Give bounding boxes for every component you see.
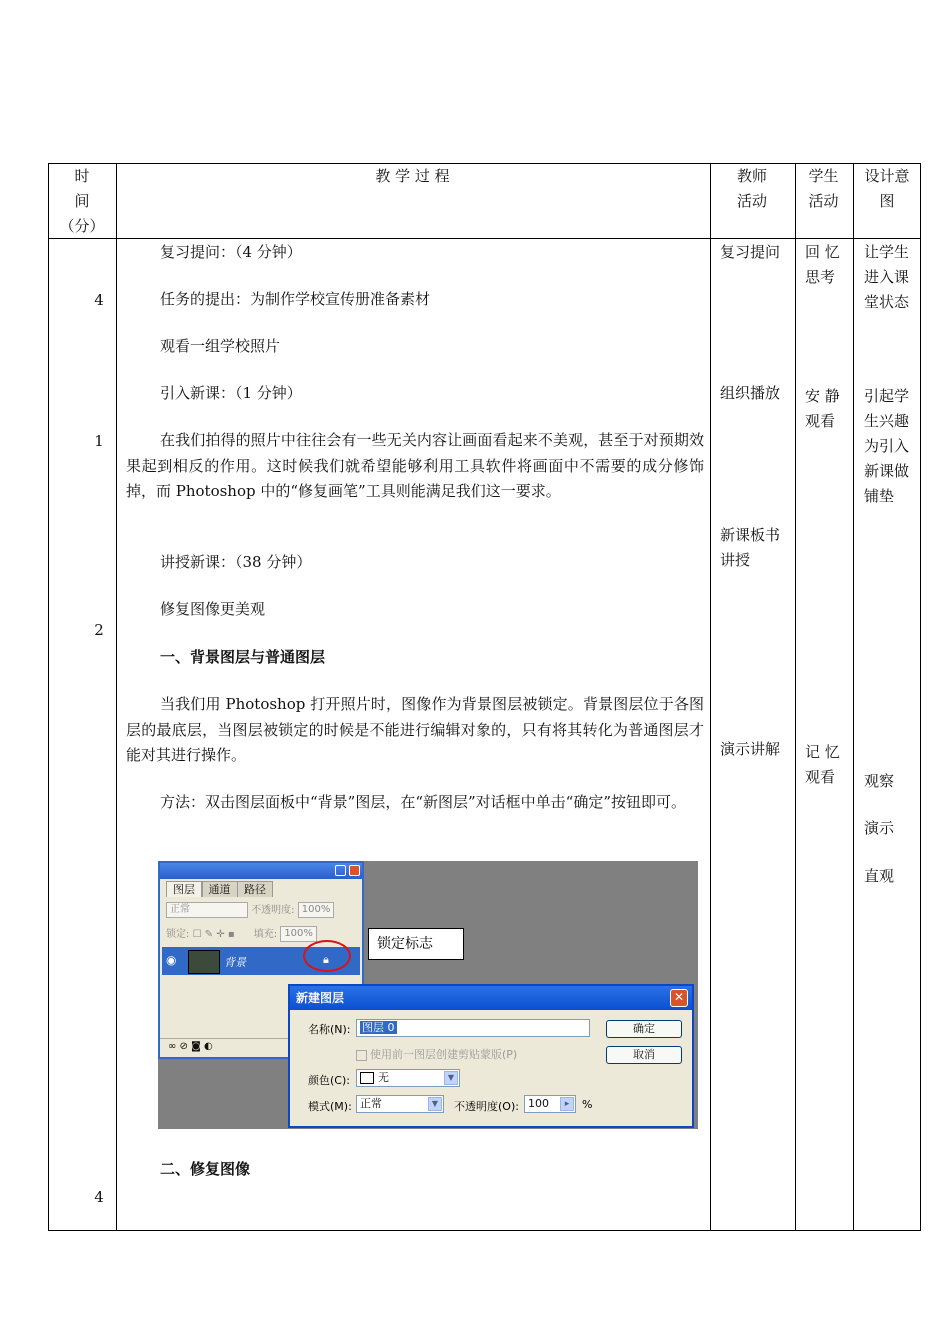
color-label: 颜色(C): xyxy=(308,1074,350,1087)
layer-name: 背景 xyxy=(224,956,246,969)
clip-label: 使用前一图层创建剪贴蒙版(P) xyxy=(370,1048,518,1061)
dialog-opacity-input xyxy=(524,1095,576,1113)
fill-label: 填充: xyxy=(253,929,278,940)
opacity-field: 100% xyxy=(298,902,335,918)
header-time-line: 间 xyxy=(74,192,90,210)
close-icon: ✕ xyxy=(670,989,688,1007)
checkbox-icon xyxy=(356,1050,367,1061)
fill-field: 100% xyxy=(280,926,317,942)
tab-channels: 通道 xyxy=(202,881,238,897)
new-layer-dialog xyxy=(288,984,694,1128)
header-design-line: 设计意 xyxy=(864,167,910,185)
review-line: 复习提问：（4 分钟） xyxy=(160,243,302,261)
panel-footer-icons: ∞ ⊘ ◙ ◐ xyxy=(168,1041,213,1052)
header-time-line: 时 xyxy=(74,167,90,185)
header-process: 教 学 过 程 xyxy=(375,167,450,185)
teacher-activity: 演示讲解 xyxy=(720,740,781,758)
design-intent: 直观 xyxy=(864,867,895,885)
header-teacher-line: 教师 xyxy=(736,167,767,185)
chevron-right-icon: ▸ xyxy=(560,1097,574,1111)
opacity-label: 不透明度: xyxy=(251,905,295,916)
tab-paths: 路径 xyxy=(237,881,273,897)
header-divider xyxy=(49,238,920,239)
name-value: 图层 0 xyxy=(362,1021,395,1034)
lock-icon: 🔒︎ xyxy=(323,953,329,966)
col-divider xyxy=(795,164,796,1230)
panel-tabs xyxy=(166,881,269,897)
header-design xyxy=(853,164,921,214)
teacher-activity: 新课板书讲授 xyxy=(720,526,781,569)
teach-line: 讲授新课：（38 分钟） xyxy=(160,553,312,571)
student-activity: 回 忆思考 xyxy=(805,243,840,286)
col-divider xyxy=(116,164,117,1230)
header-teacher xyxy=(710,164,794,214)
dialog-opacity-label: 不透明度(O): xyxy=(454,1100,519,1113)
watch-line: 观看一组学校照片 xyxy=(160,337,281,355)
teacher-activity: 复习提问 xyxy=(720,243,781,261)
lock-label: 锁定: xyxy=(166,929,190,940)
method-paragraph: 方法：双击图层面板中“背景”图层，在“新图层”对话框中单击“确定”按钮即可。 xyxy=(160,793,687,811)
color-swatch-icon xyxy=(360,1072,374,1084)
blend-row xyxy=(166,901,334,918)
teacher-activity: 组织播放 xyxy=(720,384,781,402)
ok-button: 确定 xyxy=(606,1020,682,1038)
name-label: 名称(N): xyxy=(308,1023,351,1036)
intro-line: 引入新课：（1 分钟） xyxy=(160,384,302,402)
lock-highlight-circle xyxy=(303,940,351,972)
color-select xyxy=(356,1069,460,1087)
topic-line: 修复图像更美观 xyxy=(160,600,266,618)
intro-paragraph: 在我们拍得的照片中往往会有一些无关内容让画面看起来不美观，甚至于对预期效果起到相反的作用。这时候我们就希望能够利用工具软件将画面中不需要的成分修饰掉，而 Photoshop 中的“修复画笔”工具则能满足我们这一要求。 xyxy=(126,431,704,500)
lock-callout: 锁定标志 xyxy=(368,928,464,960)
col-divider xyxy=(853,164,854,1230)
header-design-line: 图 xyxy=(879,192,895,210)
color-value: 无 xyxy=(378,1071,389,1084)
col-divider xyxy=(710,164,711,1230)
header-student-line: 学生 xyxy=(808,167,839,185)
close-icon xyxy=(349,865,360,876)
blend-mode-field: 正常 xyxy=(166,902,248,918)
section1-heading: 一、背景图层与普通图层 xyxy=(160,648,326,666)
student-activity: 记 忆观看 xyxy=(805,743,840,786)
photoshop-screenshot xyxy=(158,861,698,1129)
percent-label: % xyxy=(582,1098,593,1111)
clip-checkbox xyxy=(356,1046,517,1062)
chevron-down-icon: ▼ xyxy=(428,1097,442,1111)
header-student-line: 活动 xyxy=(808,192,839,210)
lock-icons: ☐ ✎ ✛ ▪ xyxy=(192,929,235,940)
dialog-titlebar xyxy=(290,986,692,1010)
lock-row xyxy=(166,925,317,942)
time-mark: 2 xyxy=(94,621,104,639)
dialog-opacity-value: 100 xyxy=(528,1097,549,1110)
minimize-icon xyxy=(335,865,346,876)
task-line: 任务的提出：为制作学校宣传册准备素材 xyxy=(160,290,431,308)
layer-thumbnail xyxy=(188,950,220,974)
time-mark: 1 xyxy=(94,432,104,450)
design-intent: 引起学生兴趣为引入新课做铺垫 xyxy=(864,387,910,505)
header-time xyxy=(49,164,115,239)
header-time-line: （分） xyxy=(59,217,105,235)
section1-paragraph: 当我们用 Photoshop 打开照片时，图像作为背景图层被锁定。背景图层位于各图层的最底层，当图层被锁定的时候是不能进行编辑对象的，只有将其转化为普通图层才能对其进行操作。 xyxy=(126,695,704,764)
time-mark: 4 xyxy=(94,1188,104,1206)
design-intent: 演示 xyxy=(864,819,895,837)
header-teacher-line: 活动 xyxy=(736,192,767,210)
cancel-button: 取消 xyxy=(606,1046,682,1064)
mode-label: 模式(M): xyxy=(308,1100,352,1113)
design-intent: 观察 xyxy=(864,772,895,790)
eye-icon: ◉ xyxy=(166,953,177,967)
tab-layers: 图层 xyxy=(166,881,202,897)
chevron-down-icon: ▼ xyxy=(444,1071,458,1085)
panel-titlebar xyxy=(160,863,362,879)
design-intent: 让学生进入课堂状态 xyxy=(864,243,910,311)
name-input xyxy=(356,1019,590,1037)
mode-value: 正常 xyxy=(360,1097,382,1110)
header-student xyxy=(795,164,852,214)
dialog-title: 新建图层 xyxy=(296,991,345,1005)
student-activity: 安 静观看 xyxy=(805,387,840,430)
time-mark: 4 xyxy=(94,291,104,309)
mode-select xyxy=(356,1095,444,1113)
section2-heading: 二、修复图像 xyxy=(160,1160,251,1178)
